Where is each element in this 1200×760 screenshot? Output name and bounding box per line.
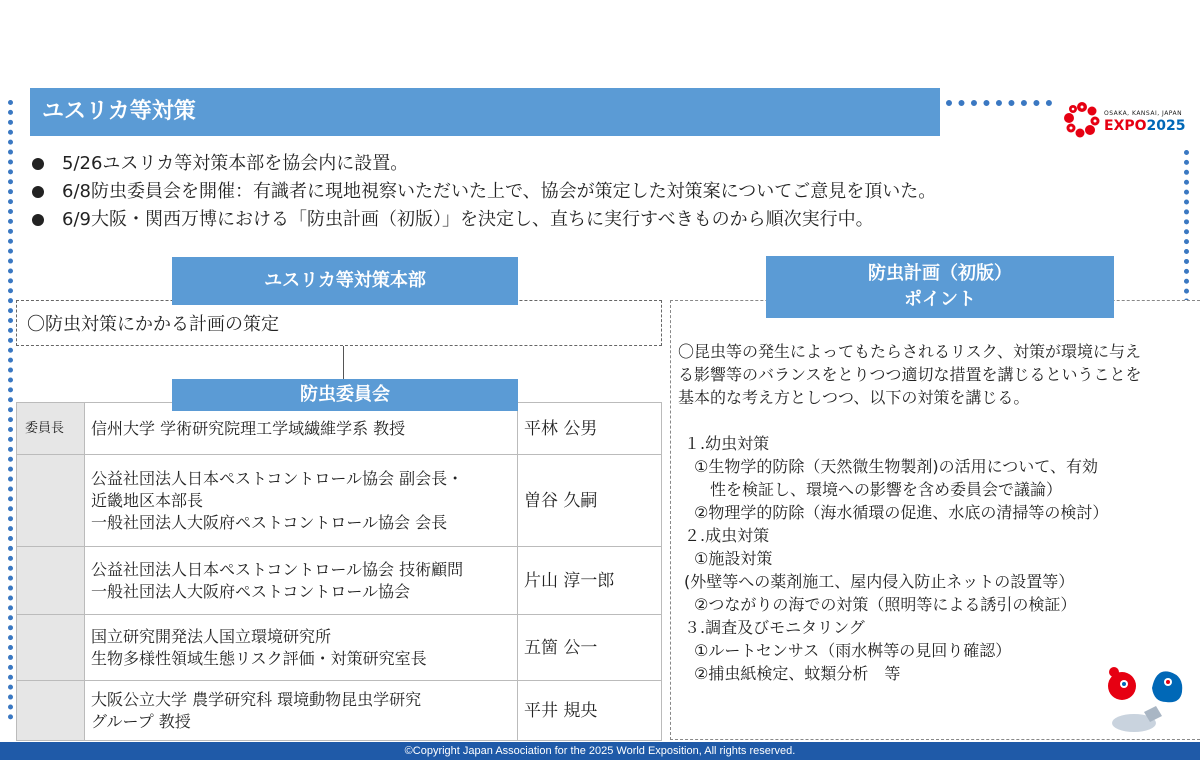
logo-subtitle: OSAKA, KANSAI, JAPAN (1104, 110, 1183, 117)
member-name: 片山 淳一郎 (518, 547, 662, 615)
member-role (17, 681, 85, 741)
affiliation-line: グループ 教授 (91, 711, 191, 731)
affiliation-line: 一般社団法人大阪府ペストコントロール協会 (91, 581, 411, 601)
member-name: 曽谷 久嗣 (518, 455, 662, 547)
expo-logo-ring-icon (1064, 102, 1100, 138)
hq-item: 〇防虫対策にかかる計画の策定 (16, 300, 662, 346)
affiliation-line: 大阪公立大学 農学研究科 環境動物昆虫学研究 (91, 689, 422, 709)
member-name: 五箇 公一 (518, 615, 662, 681)
decorative-dots-left (8, 100, 13, 720)
plan-heading-line: ポイント (904, 289, 976, 310)
plan-heading (766, 256, 1114, 318)
member-affiliation (85, 455, 518, 547)
committee-heading: 防虫委員会 (172, 379, 518, 411)
copyright-footer: ©Copyright Japan Association for the 2025 World Exposition, All rights reserved. (0, 742, 1200, 760)
affiliation-line: 生物多様性領域生態リスク評価・対策研究室長 (91, 648, 427, 668)
summary-bullets (32, 150, 1162, 234)
affiliation-line: 国立研究開発法人国立環境研究所 (91, 626, 332, 646)
plan-item: ②物理学的防除（海水循環の促進、水底の清掃等の検討） (694, 503, 1109, 522)
plan-section-heading: １.幼虫対策 (684, 434, 770, 453)
logo-year-text: 2025 (1146, 118, 1186, 134)
plan-intro-line: 〇昆虫等の発生によってもたらされるリスク、対策が環境に与え (678, 342, 1142, 361)
bullet-item (32, 178, 1162, 206)
affiliation-line: 公益社団法人日本ペストコントロール協会 副会長・ (91, 468, 464, 488)
bullet-dot-icon (32, 214, 44, 226)
plan-heading-line: 防虫計画（初版） (868, 263, 1012, 284)
bullet-text: 6/9大阪・関西万博における「防虫計画（初版）」を決定し、直ちに実行すべきものから順次実行中。 (62, 209, 874, 230)
page-title: ユスリカ等対策 (30, 88, 940, 136)
table-row (17, 681, 662, 741)
plan-intro-line: 基本的な考え方としつつ、以下の対策を講じる。 (678, 388, 1030, 407)
table-row (17, 547, 662, 615)
member-role (17, 547, 85, 615)
committee-table (16, 402, 662, 741)
member-affiliation (85, 615, 518, 681)
plan-intro (678, 340, 1188, 409)
bullet-dot-icon (32, 158, 44, 170)
plan-item-continuation: 性を検証し、環境への影響を含め委員会で議論） (710, 480, 1063, 499)
plan-item: ①生物学的防除（天然微生物製剤)の活用について、有効 (694, 457, 1098, 476)
member-name: 平林 公男 (518, 403, 662, 455)
member-role (17, 615, 85, 681)
expo-logo (1064, 98, 1184, 142)
bullet-dot-icon (32, 186, 44, 198)
bullet-text: 5/26ユスリカ等対策本部を協会内に設置。 (62, 153, 409, 174)
plan-section-heading: ２.成虫対策 (684, 526, 770, 545)
affiliation-line: 一般社団法人大阪府ペストコントロール協会 会長 (91, 512, 448, 532)
decorative-dots-top (946, 100, 1052, 106)
plan-item: ①ルートセンサス（雨水桝等の見回り確認） (694, 641, 1012, 660)
logo-wordmark (1104, 118, 1186, 134)
member-role (17, 455, 85, 547)
bullet-item (32, 206, 1162, 234)
plan-item: ②つながりの海での対策（照明等による誘引の検証） (694, 595, 1077, 614)
plan-item: ①施設対策 (694, 549, 773, 568)
plan-item: ②捕虫紙検定、蚊類分析 等 (694, 664, 901, 683)
affiliation-line: 近畿地区本部長 (91, 490, 204, 510)
table-row (17, 455, 662, 547)
bullet-item (32, 150, 1162, 178)
mascot-illustration-icon (1104, 658, 1194, 738)
plan-section-heading: ３.調査及びモニタリング (684, 618, 865, 637)
member-name: 平井 規央 (518, 681, 662, 741)
hq-heading: ユスリカ等対策本部 (172, 257, 518, 305)
plan-item-detail: (外壁等への薬剤施工、屋内侵入防止ネットの設置等） (684, 572, 1075, 591)
plan-intro-line: る影響等のバランスをとりつつ適切な措置を講じるということを (678, 365, 1142, 384)
org-connector-line (343, 346, 344, 380)
member-role: 委員長 (17, 403, 85, 455)
plan-content (678, 340, 1188, 685)
affiliation-line: 公益社団法人日本ペストコントロール協会 技術顧問 (91, 559, 464, 579)
member-affiliation (85, 681, 518, 741)
affiliation-line: 信州大学 学術研究院理工学域繊維学系 教授 (91, 418, 406, 438)
member-affiliation (85, 547, 518, 615)
logo-expo-text: EXPO (1104, 118, 1147, 134)
bullet-text: 6/8防虫委員会を開催：有識者に現地視察いただいた上で、協会が策定した対策案についてご意見を頂いた。 (62, 181, 937, 202)
table-row (17, 615, 662, 681)
